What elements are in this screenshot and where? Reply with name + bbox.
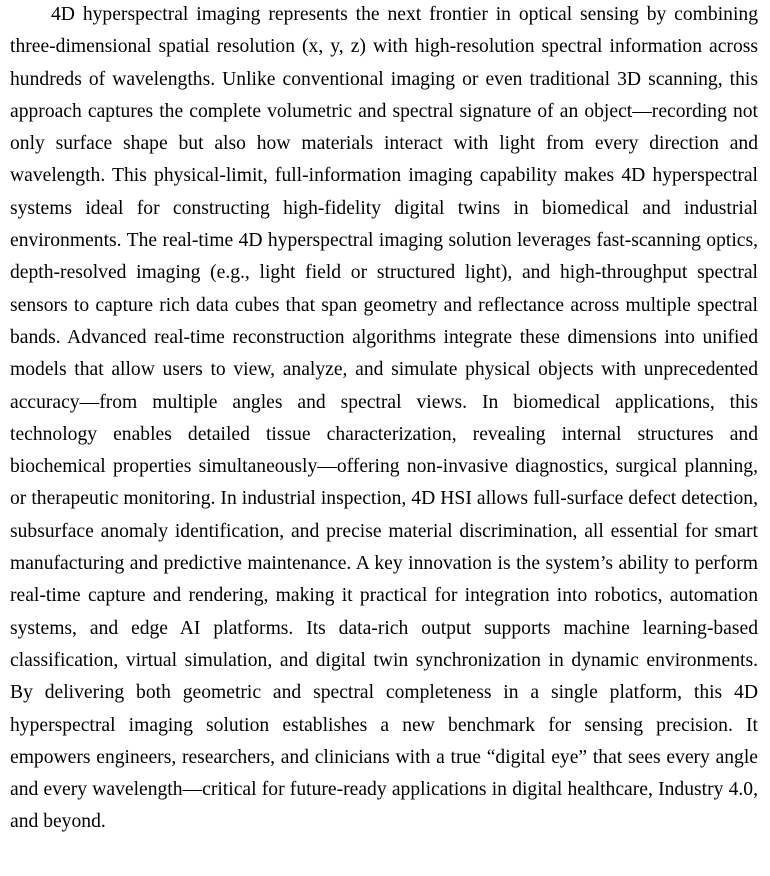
- body-paragraph: 4D hyperspectral imaging represents the next frontier in optical sensing by combining three-dimensional spatial resolution (x, y, z) with high-resolution spectral information across hundreds of wavelengths. Unlike conventional imaging or even traditional 3D scanning, this approach captures the complete volumetric and spectral signature of an object—recording not only surface shape but also how materials interact with light from every direction and wavelength. This physical-limit, full-information imaging capability makes 4D hyperspectral systems ideal for constructing high-fidelity digital twins in biomedical and industrial environments. The real-time 4D hyperspectral imaging solution leverages fast-scanning optics, depth-resolved imaging (e.g., light field or structured light), and high-throughput spectral sensors to capture rich data cubes that span geometry and reflectance across multiple spectral bands. Advanced real-time reconstruction algorithms integrate these dimensions into unified models that allow users to view, analyze, and simulate physical objects with unprecedented accuracy—from multiple angles and spectral views. In biomedical applications, this technology enables detailed tissue characterization, revealing internal structures and biochemical properties simultaneously—offering non-invasive diagnostics, surgical planning, or therapeutic monitoring. In industrial inspection, 4D HSI allows full-surface defect detection, subsurface anomaly identification, and precise material discrimination, all essential for smart manufacturing and predictive maintenance. A key innovation is the system’s ability to perform real-time capture and rendering, making it practical for integration into robotics, automation systems, and edge AI platforms. Its data-rich output supports machine learning-based classification, virtual simulation, and digital twin synchronization in dynamic environments. By delivering both geometric and spectral completeness in a single platform, this 4D hyperspectral imaging solution establishes a new benchmark for sensing precision. It empowers engineers, researchers, and clinicians with a true “digital eye” that sees every angle and every wavelength—critical for future-ready applications in digital healthcare, Industry 4.0, and beyond.: [10, 4, 768, 833]
